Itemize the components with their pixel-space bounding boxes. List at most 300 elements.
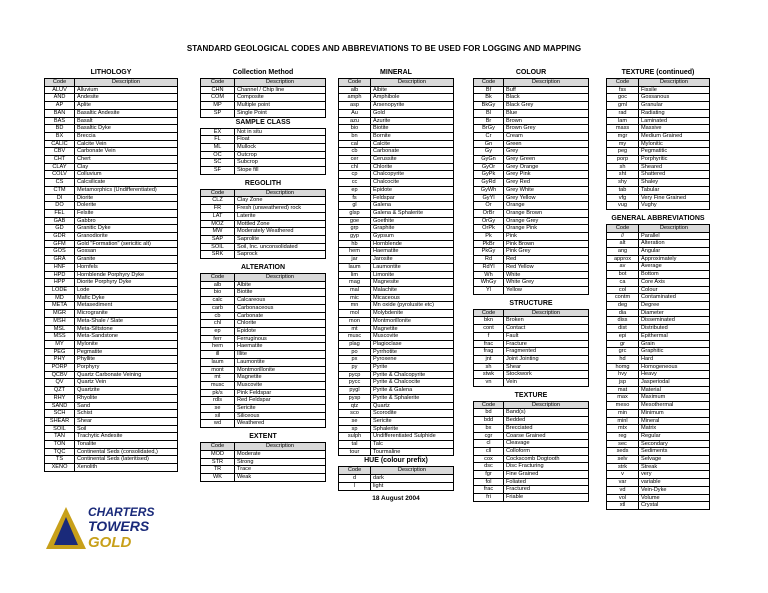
code-cell: CTM <box>45 186 75 194</box>
code-cell: MD <box>45 294 75 302</box>
table-row <box>474 233 589 241</box>
table-row <box>474 194 589 202</box>
description-cell: Arsenopyrite <box>371 102 454 110</box>
description-cell: Meta-Shale / Slate <box>75 317 178 325</box>
code-cell: HPP <box>45 279 75 287</box>
code-cell: av <box>607 263 639 271</box>
description-cell: Soil, Inc. unconsolidated <box>235 243 326 251</box>
colour-table <box>473 78 589 295</box>
table-row <box>45 163 178 171</box>
table-row <box>201 458 326 466</box>
code-cell: stwk <box>474 371 504 379</box>
code-cell: musc <box>201 381 235 389</box>
code-cell: cer <box>339 156 371 164</box>
code-cell: reg <box>607 432 639 440</box>
code-cell: sh <box>607 163 639 171</box>
description-cell: Contact <box>504 325 589 333</box>
code-cell: TQC <box>45 448 75 456</box>
description-cell: Goethite <box>371 217 454 225</box>
description-header: Description <box>371 467 454 475</box>
table-row <box>339 117 454 125</box>
table-row <box>607 340 710 348</box>
code-cell: BrGy <box>474 125 504 133</box>
table-header-row <box>607 79 710 87</box>
code-header: Code <box>339 467 371 475</box>
description-header: Description <box>504 309 589 317</box>
code-cell: l <box>339 482 371 490</box>
code-cell: GRA <box>45 256 75 264</box>
description-cell: Coarse Grained <box>504 432 589 440</box>
code-cell: bio <box>339 125 371 133</box>
description-cell: Vein-Dyke <box>639 486 710 494</box>
table-row <box>474 171 589 179</box>
description-cell: Granitic Dyke <box>75 225 178 233</box>
code-cell: PHY <box>45 356 75 364</box>
description-cell: Stope fill <box>235 167 326 175</box>
table-row <box>201 243 326 251</box>
description-cell: Shattered <box>639 171 710 179</box>
code-cell: epi <box>607 332 639 340</box>
description-cell: Fault <box>504 332 589 340</box>
table-row <box>607 294 710 302</box>
code-cell: sulph <box>339 433 371 441</box>
description-cell: Core Axis <box>639 278 710 286</box>
description-cell: Pyrite & Chalcocite <box>371 379 454 387</box>
description-cell: Talc <box>371 441 454 449</box>
code-cell: fs <box>339 194 371 202</box>
description-cell: Microgranite <box>75 310 178 318</box>
table-row <box>201 405 326 413</box>
code-cell: alt <box>607 240 639 248</box>
table-row <box>607 132 710 140</box>
description-cell: Mylonite <box>75 340 178 348</box>
table-row <box>607 471 710 479</box>
regolith-table <box>200 189 326 259</box>
code-cell: tal <box>339 441 371 449</box>
table-row <box>45 441 178 449</box>
code-cell: Bl <box>474 109 504 117</box>
table-row <box>339 417 454 425</box>
table-row <box>607 263 710 271</box>
table-row <box>607 278 710 286</box>
document-date: 18 August 2004 <box>372 494 420 502</box>
code-cell: fol <box>474 478 504 486</box>
table-row <box>474 217 589 225</box>
column-texture-continued <box>606 68 710 510</box>
description-cell: Float <box>235 136 326 144</box>
table-row <box>339 263 454 271</box>
mineral-table <box>338 78 454 456</box>
code-cell: CLZ <box>201 197 235 205</box>
code-cell: sp <box>339 425 371 433</box>
code-cell: DO <box>45 202 75 210</box>
code-cell: OrBr <box>474 209 504 217</box>
code-cell: QV <box>45 379 75 387</box>
description-cell: Approximately <box>639 255 710 263</box>
table-row <box>201 366 326 374</box>
code-cell: mon <box>339 317 371 325</box>
description-cell: Radiating <box>639 109 710 117</box>
description-header: Description <box>235 274 326 282</box>
table-header-row <box>201 79 326 87</box>
code-cell: MW <box>201 228 235 236</box>
code-cell: gyp <box>339 233 371 241</box>
code-cell: dsc <box>474 463 504 471</box>
description-cell: Mullock <box>235 143 326 151</box>
code-cell: FL <box>201 136 235 144</box>
code-cell: SAND <box>45 402 75 410</box>
table-row <box>201 358 326 366</box>
description-cell: Composite <box>235 94 326 102</box>
description-cell: Fissile <box>639 86 710 94</box>
table-row <box>607 332 710 340</box>
description-cell: Contaminated <box>639 294 710 302</box>
hue-table <box>338 466 454 490</box>
table-row <box>45 171 178 179</box>
table-row <box>339 163 454 171</box>
code-cell: GyYl <box>474 194 504 202</box>
table-row <box>201 205 326 213</box>
code-cell: LODE <box>45 286 75 294</box>
code-cell: d <box>339 475 371 483</box>
table-row <box>339 325 454 333</box>
code-cell: cl <box>474 440 504 448</box>
description-cell: Sand <box>75 402 178 410</box>
code-cell: cal <box>339 140 371 148</box>
code-cell: RHY <box>45 394 75 402</box>
table-row <box>339 364 454 372</box>
description-cell: Diorite <box>75 194 178 202</box>
code-cell: Gn <box>474 140 504 148</box>
table-row <box>201 351 326 359</box>
code-cell: vn <box>474 379 504 387</box>
table-row <box>474 117 589 125</box>
code-cell: PORP <box>45 364 75 372</box>
code-cell: BAS <box>45 117 75 125</box>
code-header: Code <box>201 189 235 197</box>
code-cell: mat <box>607 386 639 394</box>
table-row <box>201 167 326 175</box>
description-cell: Disc Fracturing <box>504 463 589 471</box>
description-cell: Mesothermal <box>639 402 710 410</box>
description-cell: Grey White <box>504 186 589 194</box>
description-cell: Quartz Vein <box>75 379 178 387</box>
table-row <box>201 297 326 305</box>
description-cell: Vughy <box>639 202 710 210</box>
code-cell: mt <box>339 325 371 333</box>
code-header: Code <box>201 79 235 87</box>
table-row <box>339 171 454 179</box>
description-cell: Pyrite & Sphalerite <box>371 394 454 402</box>
code-cell: QCBV <box>45 371 75 379</box>
table-row <box>474 179 589 187</box>
code-cell: bkn <box>474 317 504 325</box>
description-cell: Angular <box>639 248 710 256</box>
code-cell: f <box>474 332 504 340</box>
code-cell: GDR <box>45 233 75 241</box>
table-row <box>45 417 178 425</box>
table-row <box>339 132 454 140</box>
code-cell: Yl <box>474 286 504 294</box>
description-cell: Green <box>504 140 589 148</box>
table-row <box>607 402 710 410</box>
description-cell: Joint Jointing <box>504 355 589 363</box>
description-cell: Magnetite <box>235 374 326 382</box>
code-cell: mtx <box>607 425 639 433</box>
code-cell: max <box>607 394 639 402</box>
table-row <box>201 450 326 458</box>
description-cell: Grey Pink <box>504 171 589 179</box>
code-cell: mont <box>201 366 235 374</box>
description-cell: Shaley <box>639 179 710 187</box>
description-cell: Meta-Siltstone <box>75 325 178 333</box>
description-cell: Material <box>639 386 710 394</box>
description-cell: Fine Grained <box>504 471 589 479</box>
table-row <box>607 140 710 148</box>
code-cell: EX <box>201 128 235 136</box>
code-cell: qtz <box>339 402 371 410</box>
table-row <box>201 86 326 94</box>
code-cell: TON <box>45 441 75 449</box>
column-colour <box>473 68 589 502</box>
table-row <box>45 156 178 164</box>
description-cell: Galena <box>371 202 454 210</box>
description-cell: Chert <box>75 156 178 164</box>
code-header: Code <box>45 79 75 87</box>
collection-table <box>200 78 326 118</box>
code-cell: MGR <box>45 310 75 318</box>
code-cell: fss <box>607 86 639 94</box>
code-cell: BAN <box>45 109 75 117</box>
code-cell: COLV <box>45 171 75 179</box>
description-cell: Gossanous <box>639 94 710 102</box>
table-row <box>45 248 178 256</box>
description-cell: Cream <box>504 132 589 140</box>
code-cell: GFM <box>45 240 75 248</box>
description-cell: Mylonitic <box>639 140 710 148</box>
table-row <box>45 425 178 433</box>
code-cell: WK <box>201 473 235 481</box>
code-cell: pk/s <box>201 389 235 397</box>
code-cell: contm <box>607 294 639 302</box>
table-row <box>201 381 326 389</box>
table-row <box>474 86 589 94</box>
description-cell: Andesite <box>75 94 178 102</box>
description-cell: Gold <box>371 109 454 117</box>
colour-title: COLOUR <box>515 69 547 76</box>
description-cell: Cerussite <box>371 156 454 164</box>
table-row <box>474 417 589 425</box>
code-cell: GD <box>45 225 75 233</box>
description-cell: Parallel <box>639 232 710 240</box>
code-cell: ML <box>201 143 235 151</box>
code-cell: se <box>201 405 235 413</box>
description-cell: Heavy <box>639 371 710 379</box>
code-cell: strk <box>607 463 639 471</box>
table-row <box>201 412 326 420</box>
logo-emblem-icon <box>44 505 88 551</box>
table-row <box>45 233 178 241</box>
table-row <box>607 179 710 187</box>
description-cell: Weak <box>235 473 326 481</box>
code-cell: PEG <box>45 348 75 356</box>
table-row <box>339 425 454 433</box>
table-row <box>45 448 178 456</box>
table-row <box>474 156 589 164</box>
description-cell: Red <box>504 256 589 264</box>
table-row <box>201 228 326 236</box>
table-row <box>339 302 454 310</box>
code-cell: AP <box>45 102 75 110</box>
code-cell: pycp <box>339 371 371 379</box>
code-cell: hd <box>607 355 639 363</box>
code-cell: sht <box>607 171 639 179</box>
table-row <box>201 128 326 136</box>
table-row <box>339 410 454 418</box>
description-header: Description <box>639 79 710 87</box>
description-cell: Red Feldspar <box>235 397 326 405</box>
description-cell: Crystal <box>639 502 710 510</box>
description-cell: Gabbro <box>75 217 178 225</box>
code-cell: ep <box>201 327 235 335</box>
table-row <box>607 163 710 171</box>
table-row <box>45 117 178 125</box>
table-row <box>45 325 178 333</box>
description-cell: Illite <box>235 351 326 359</box>
table-row <box>607 479 710 487</box>
table-row <box>474 486 589 494</box>
code-cell: diss <box>607 317 639 325</box>
code-cell: deg <box>607 301 639 309</box>
description-cell: Granular <box>639 102 710 110</box>
description-cell: Jarosite <box>371 256 454 264</box>
description-cell: Dolerite <box>75 202 178 210</box>
code-cell: laum <box>339 263 371 271</box>
description-cell: Fractured <box>504 486 589 494</box>
code-cell: BkGy <box>474 102 504 110</box>
code-cell: CALIC <box>45 140 75 148</box>
description-cell: Xenolith <box>75 464 178 472</box>
description-cell: Cockscomb Dogtooth <box>504 455 589 463</box>
description-cell: Brown <box>504 117 589 125</box>
code-cell: dist <box>607 325 639 333</box>
description-cell: Granite <box>75 256 178 264</box>
code-cell: selv <box>607 456 639 464</box>
description-cell: Malachite <box>371 286 454 294</box>
table-row <box>201 420 326 428</box>
table-row <box>45 102 178 110</box>
table-row <box>201 220 326 228</box>
code-cell: PkBr <box>474 240 504 248</box>
description-cell: Mn oxide (pyrolusite etc) <box>371 302 454 310</box>
description-cell: Secondary <box>639 440 710 448</box>
table-row <box>607 456 710 464</box>
code-cell: alb <box>201 281 235 289</box>
table-row <box>607 248 710 256</box>
code-cell: goe <box>339 217 371 225</box>
description-cell: Pink <box>504 233 589 241</box>
table-row <box>607 309 710 317</box>
code-cell: OrGy <box>474 217 504 225</box>
table-row <box>474 424 589 432</box>
collection-title: Collection Method <box>232 69 294 76</box>
table-row <box>339 340 454 348</box>
code-cell: porp <box>607 156 639 164</box>
table-row <box>45 263 178 271</box>
code-cell: LAT <box>201 212 235 220</box>
code-cell: pysp <box>339 394 371 402</box>
table-row <box>474 256 589 264</box>
code-cell: CHT <box>45 156 75 164</box>
description-header: Description <box>235 79 326 87</box>
table-row <box>201 251 326 259</box>
logo-line-2: TOWERS <box>88 518 150 534</box>
general-abbreviations-table <box>606 224 710 510</box>
table-row <box>201 235 326 243</box>
description-cell: Calcite Vein <box>75 140 178 148</box>
description-cell: Band(s) <box>504 409 589 417</box>
code-cell: minl <box>607 417 639 425</box>
table-row <box>607 425 710 433</box>
code-cell: QZT <box>45 387 75 395</box>
description-header: Description <box>235 443 326 451</box>
code-cell: sco <box>339 410 371 418</box>
code-cell: homg <box>607 363 639 371</box>
table-row <box>339 371 454 379</box>
code-cell: mal <box>339 286 371 294</box>
code-cell: fgr <box>474 471 504 479</box>
table-row <box>45 364 178 372</box>
table-row <box>339 475 454 483</box>
company-logo <box>44 505 174 551</box>
code-cell: vug <box>607 202 639 210</box>
code-cell: col <box>607 286 639 294</box>
description-cell: Rhyolite <box>75 394 178 402</box>
code-cell: SRK <box>201 251 235 259</box>
code-cell: mgr <box>607 132 639 140</box>
code-cell: pygl <box>339 387 371 395</box>
description-cell: Colluvium <box>75 171 178 179</box>
description-cell: Buff <box>504 86 589 94</box>
description-cell: Subcrop <box>235 159 326 167</box>
texture-continued-table <box>606 78 710 210</box>
table-row <box>474 455 589 463</box>
code-cell: frac <box>474 340 504 348</box>
table-header-row <box>45 79 178 87</box>
description-cell: Sphalerite <box>371 425 454 433</box>
code-cell: Bf <box>474 86 504 94</box>
code-cell: GyWh <box>474 186 504 194</box>
code-cell: jnt <box>474 355 504 363</box>
table-row <box>474 125 589 133</box>
description-cell: White <box>504 271 589 279</box>
table-row <box>45 217 178 225</box>
code-cell: px <box>339 356 371 364</box>
hue-title: HUE (colour prefix) <box>364 457 428 465</box>
description-cell: Broken <box>504 317 589 325</box>
code-cell: mag <box>339 279 371 287</box>
table-row <box>474 463 589 471</box>
description-cell: Grey Yellow <box>504 194 589 202</box>
code-cell: sh <box>474 363 504 371</box>
description-cell: Chlorite <box>371 163 454 171</box>
code-cell: po <box>339 348 371 356</box>
code-cell: bn <box>339 132 371 140</box>
description-cell: Orange <box>504 202 589 210</box>
table-row <box>339 394 454 402</box>
table-row <box>339 148 454 156</box>
table-row <box>339 256 454 264</box>
